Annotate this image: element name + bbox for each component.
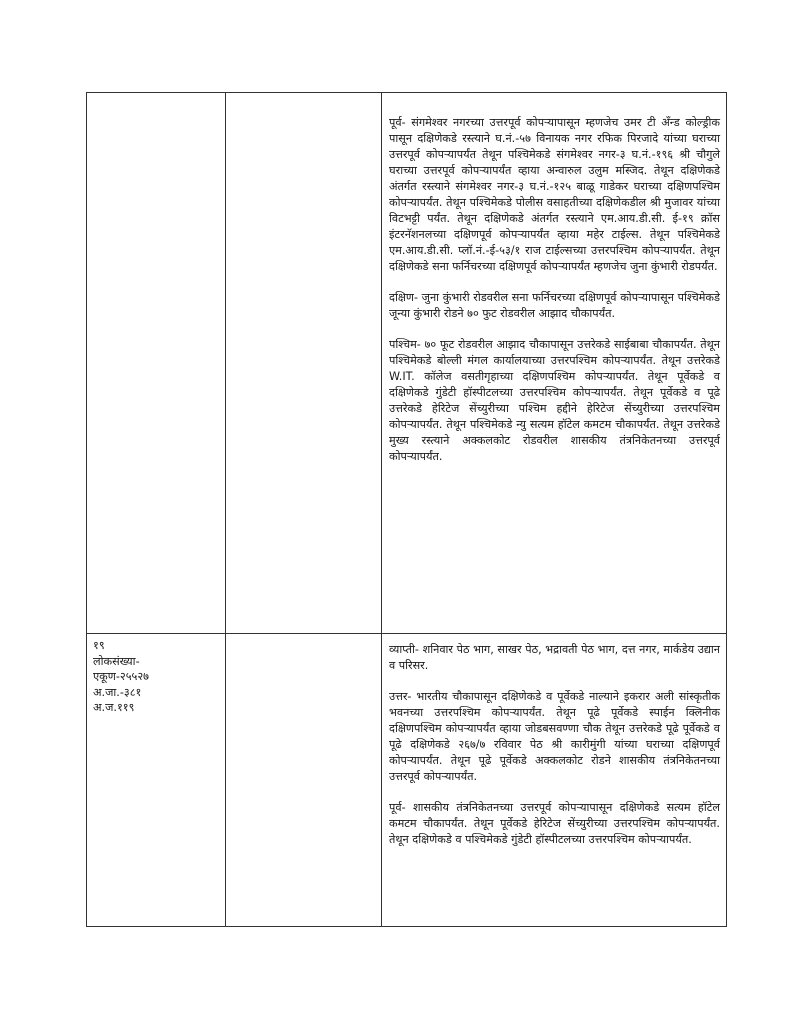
boundary-cell (382, 93, 727, 634)
table-row (87, 93, 727, 634)
ward-info-cell (87, 93, 226, 634)
area-cell (226, 634, 382, 927)
ward-info-cell (87, 634, 226, 927)
population-label: लोकसंख्या- (93, 654, 140, 668)
ward-number: १९ (93, 639, 105, 652)
boundary-east-paragraph: पूर्व- संगमेश्वर नगरच्या उत्तरपूर्व कोपऱ्यापासून म्हणजेच उमर टी अँन्ड कोल्ड्रीक पासून दक्षिणेकडे रस्त्याने घ.नं.-५७ विनायक नगर रफिक पिरजादे यांच्या घराच्या उत्तरपूर्व कोपऱ्यापर्यंत तेथून पश्चिमेकडे संगमेश्वर नगर-३ घ.नं.-१९६ श्री चौगुले घराच्या उत्तरपूर्व कोपऱ्यापर्यंत व्हाया अन्वारुल उलुम मस्जिद. तेथून दक्षिणेकडे अंतर्गत रस्त्याने संगमेश्वर नगर-३ घ.नं.-१२५ बाळू गाडेकर घराच्या दक्षिणपश्चिम कोपऱ्यापर्यंत. तेथून पश्चिमेकडे पोलीस वसाहतीच्या दक्षिणेकडील श्री मुजावर यांच्या विटभट्टी पर्यंत. तेथून दक्षिणेकडे अंतर्गत रस्त्याने एम.आय.डी.सी. ई-१९ क्रॉस इंटरनॅशनलच्या दक्षिणपूर्व कोपऱ्यापर्यंत व्हाया महेर टाईल्स. तेथून पश्चिमेकडे एम.आय.डी.सी. प्लॉ.नं.-ई-५३/१ राज टाईल्सच्या उत्तरपश्चिम कोपऱ्यापर्यंत. तेथून दक्षिणेकडे सना फर्निचरच्या दक्षिणपूर्व कोपऱ्यापर्यंत म्हणजेच जुना कुंभारी रोडपर्यंत. (389, 116, 720, 273)
population-sc: अ.जा.-३८१ (93, 685, 142, 699)
boundary-east-paragraph: पूर्व- शासकीय तंत्रनिकेतनच्या उत्तरपूर्व कोपऱ्यापासून दक्षिणेकडे सत्यम हॉटेल कमटम चौकापर्यंत. तेथून पूर्वेकडे हेरिटेज सेंच्युरीच्या उत्तरपश्चिम कोपऱ्यापर्यंत. तेथून दक्षिणेकडे व पश्चिमेकडे गुंडेटी हॉस्पीटलच्या उत्तरपश्चिम कोपऱ्यापर्यंत. (389, 801, 720, 846)
population-st: अ.ज.११९ (93, 701, 135, 714)
boundary-south-paragraph: दक्षिण- जुना कुंभारी रोडवरील सना फर्निचरच्या दक्षिणपूर्व कोपऱ्यापासून पश्चिमेकडे जून्या कुंभारी रोडने ७० फुट रोडवरील आझाद चौकापर्यंत. (389, 291, 720, 320)
coverage-paragraph: व्याप्ती- शनिवार पेठ भाग, साखर पेठ, भद्रावती पेठ भाग, दत्त नगर, मार्कडेय उद्यान व परिसर. (389, 643, 720, 672)
population-total: एकूण-२५५२७ (93, 670, 149, 683)
boundary-north-paragraph: उत्तर- भारतीय चौकापासून दक्षिणेकडे व पूर्वेकडे नाल्याने इकरार अली सांस्कृतीक भवनच्या उत्तरपश्चिम कोपऱ्यापर्यंत. तेथून पूढे पूर्वेकडे स्पाईन क्लिनीक दक्षिणपश्चिम कोपऱ्यापर्यंत व्हाया जोडबसवण्णा चौक तेथून उत्तरेकडे पूढे पूर्वेकडे व पूढे दक्षिणेकडे २६७/७ रविवार पेठ श्री कारीमुंगी यांच्या घराच्या दक्षिणपूर्व कोपऱ्यापर्यंत. तेथून पूढे पूर्वेकडे अक्कलकोट रोडने शासकीय तंत्रनिकेतनच्या उत्तरपूर्व कोपऱ्यापर्यंत. (389, 690, 720, 783)
table-row (87, 634, 727, 927)
ward-boundary-table (86, 92, 727, 927)
boundary-cell (382, 634, 727, 927)
area-cell (226, 93, 382, 634)
boundary-west-paragraph: पश्चिम- ७० फूट रोडवरील आझाद चौकापासून उत्तरेकडे साईबाबा चौकापर्यंत. तेथून पश्चिमेकडे बोल्ली मंगल कार्यालयाच्या उत्तरपश्चिम कोपऱ्यापर्यंत. तेथून उत्तरेकडे W.IT. कॉलेज वसतीगृहाच्या दक्षिणपश्चिम कोपऱ्यापर्यंत. तेथून पूर्वेकडे व दक्षिणेकडे गुंडेटी हॉस्पीटलच्या उत्तरपश्चिम कोपऱ्यापर्यंत. तेथून पूर्वेकडे व पूढे उत्तरेकडे हेरिटेज सेंच्युरीच्या पश्चिम हद्दीने हेरिटेज सेंच्युरीच्या उत्तरपश्चिम कोपऱ्यापर्यंत. तेथून पश्चिमेकडे न्यु सत्यम हॉटेल कमटम चौकापर्यंत. तेथून उत्तरेकडे मुख्य रस्त्याने अक्कलकोट रोडवरील शासकीय तंत्रनिकेतनच्या उत्तरपूर्व कोपऱ्यापर्यंत. (389, 338, 720, 463)
